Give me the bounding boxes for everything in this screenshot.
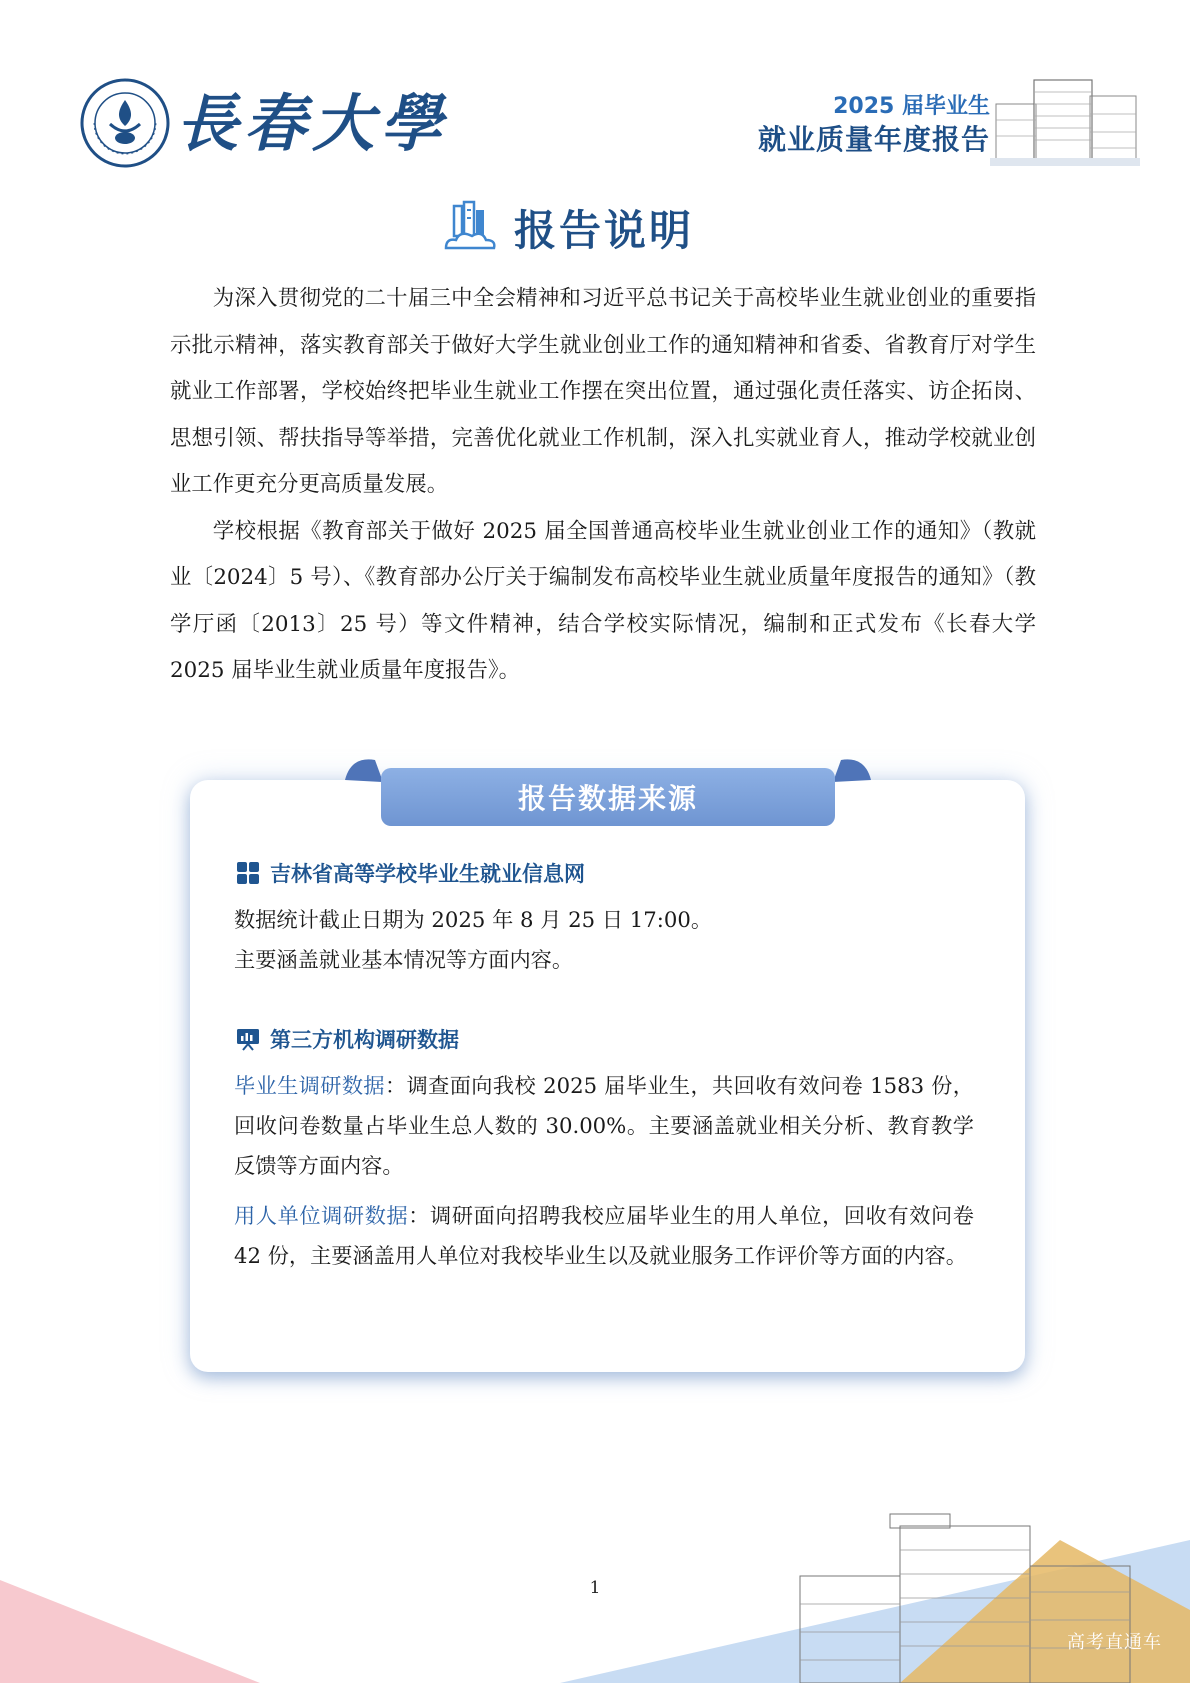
source1-heading-text: 吉林省高等学校毕业生就业信息网	[270, 862, 585, 886]
source1-line: 数据统计截止日期为 2025 年 8 月 25 日 17:00。	[234, 907, 713, 932]
campus-building-sketch	[990, 70, 1140, 166]
intro-paragraph: 为深入贯彻党的二十届三中全会精神和习近平总书记关于高校毕业生就业创业的重要指示批示精神，落实教育部关于做好大学生就业创业工作的通知精神和省委、省教育厅对学生就业工作部署，学校始终把毕业生就业工作摆在突出位置，通过强化责任落实、访企拓岗、思想引领、帮扶指导等举措，完善优化就业工作机制，深入扎实就业育人，推动学校就业创业工作更充分更高质量发展。	[170, 286, 1036, 497]
graduate-survey-text: ：调查面向我校 2025 届毕业生，共回收有效问卷 1583 份，回收问卷数量占毕业生总人数的 30.00%。主要涵盖就业相关分析、教育教学反馈等方面内容。	[234, 1073, 974, 1178]
section-header	[440, 196, 694, 260]
building-cloud-icon	[440, 198, 500, 258]
data-source-title: 报告数据来源	[517, 782, 698, 815]
grid-icon	[236, 861, 260, 885]
source1-line: 主要涵盖就业基本情况等方面内容。	[234, 947, 574, 972]
presentation-icon	[236, 1027, 260, 1051]
report-title-main: 就业质量年度报告	[757, 123, 990, 156]
source1-heading	[236, 856, 585, 890]
source2-heading-text: 第三方机构调研数据	[270, 1028, 459, 1052]
intro-paragraph: 学校根据《教育部关于做好 2025 届全国普通高校毕业生就业创业工作的通知》（教就业〔2024〕5 号）、《教育部办公厅关于编制发布高校毕业生就业质量年度报告的通知》（教学厅函〔2013〕25 号）等文件精神，结合学校实际情况，编制和正式发布《长春大学 2025 届毕业生就业质量年度报告》。	[170, 518, 1036, 683]
university-name-logo: 長春大學	[176, 87, 449, 160]
graduate-survey-paragraph	[234, 1066, 974, 1186]
report-title-year: 2025 届毕业生	[833, 94, 990, 119]
page-number: 1	[589, 1578, 601, 1598]
graduate-survey-label: 毕业生调研数据	[234, 1073, 386, 1098]
page-title: 报告说明	[514, 206, 695, 255]
university-seal-icon	[80, 78, 170, 168]
employer-survey-text: ：调研面向招聘我校应届毕业生的用人单位，回收有效问卷 42 份，主要涵盖用人单位对我校毕业生以及就业服务工作评价等方面的内容。	[234, 1203, 974, 1268]
intro-text	[170, 276, 1036, 695]
watermark-text: 高考直通车	[1067, 1632, 1162, 1653]
source2-heading	[236, 1022, 459, 1056]
employer-survey-paragraph	[234, 1196, 974, 1276]
employer-survey-label: 用人单位调研数据	[234, 1203, 409, 1228]
